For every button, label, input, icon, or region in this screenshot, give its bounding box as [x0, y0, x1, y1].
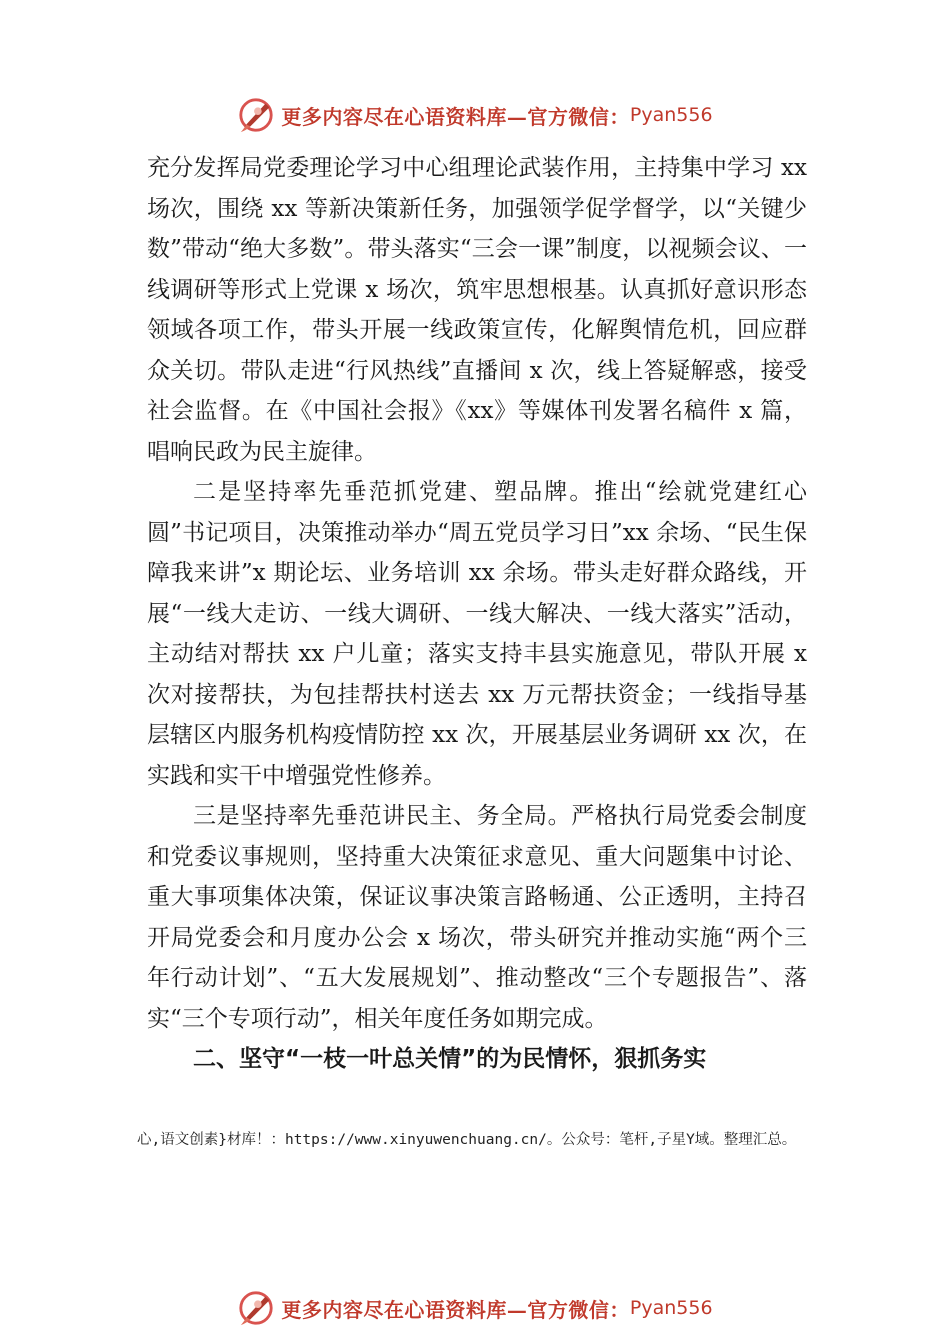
footer-banner-contact: Pyan556 — [629, 1297, 713, 1319]
footer-banner — [0, 1283, 950, 1333]
brush-logo-icon — [237, 1289, 275, 1327]
paragraph-1: 充分发挥局党委理论学习中心组理论武装作用，主持集中学习 xx 场次，围绕 xx 等新决策新任务，加强领学促学督学，以“关键少数”带动“绝大多数”。带头落实“三会一课”制度，以视频会议、一线调研等形式上党课 x 场次，筑牢思想根基。认真抓好意识形态领域各项工作，带头开展一线政策宣传，化解舆情危机，回应群众关切。带队走进“行风热线”直播间 x 次，线上答疑解惑，接受社会监督。在《中国社会报》《xx》等媒体刊发署名稿件 x 篇，唱响民政为民主旋律。 — [147, 155, 807, 465]
brush-logo-icon — [237, 96, 275, 134]
footer-banner-text: 更多内容尽在心语资料库—官方微信： — [281, 1297, 630, 1322]
document-body — [147, 148, 807, 1079]
header-banner-contact: Pyan556 — [629, 104, 713, 126]
source-footnote: 心,语文创素}材库！：https://www.xinyuwenchuang.cn/。公众号：笔杆,子星Y域。整理汇总。 — [137, 1132, 797, 1148]
paragraph-2: 二是坚持率先垂范抓党建、塑品牌。推出“绘就党建红心圆”书记项目，决策推动举办“周五党员学习日”xx 余场、“民生保障我来讲”x 期论坛、业务培训 xx 余场。带头走好群众路线，开展“一线大走访、一线大调研、一线大解决、一线大落实”活动，主动结对帮扶 xx 户儿童；落实支持丰县实施意见，带队开展 x 次对接帮扶，为包挂帮扶村送去 xx 万元帮扶资金；一线指导基层辖区内服务机构疫情防控 xx 次，开展基层业务调研 xx 次，在实践和实干中增强党性修养。 — [147, 479, 807, 789]
paragraph-3: 三是坚持率先垂范讲民主、务全局。严格执行局党委会制度和党委议事规则，坚持重大决策征求意见、重大问题集中讨论、重大事项集体决策，保证议事决策言路畅通、公正透明，主持召开局党委会和月度办公会 x 场次，带头研究并推动实施“两个三年行动计划”、“五大发展规划”、推动整改“三个专题报告”、落实“三个专项行动”，相关年度任务如期完成。 — [147, 803, 807, 1032]
section-heading: 二、坚守“一枝一叶总关情”的为民情怀，狠抓务实 — [193, 1046, 707, 1072]
header-banner-text: 更多内容尽在心语资料库—官方微信： — [281, 104, 630, 129]
header-banner — [0, 90, 950, 140]
